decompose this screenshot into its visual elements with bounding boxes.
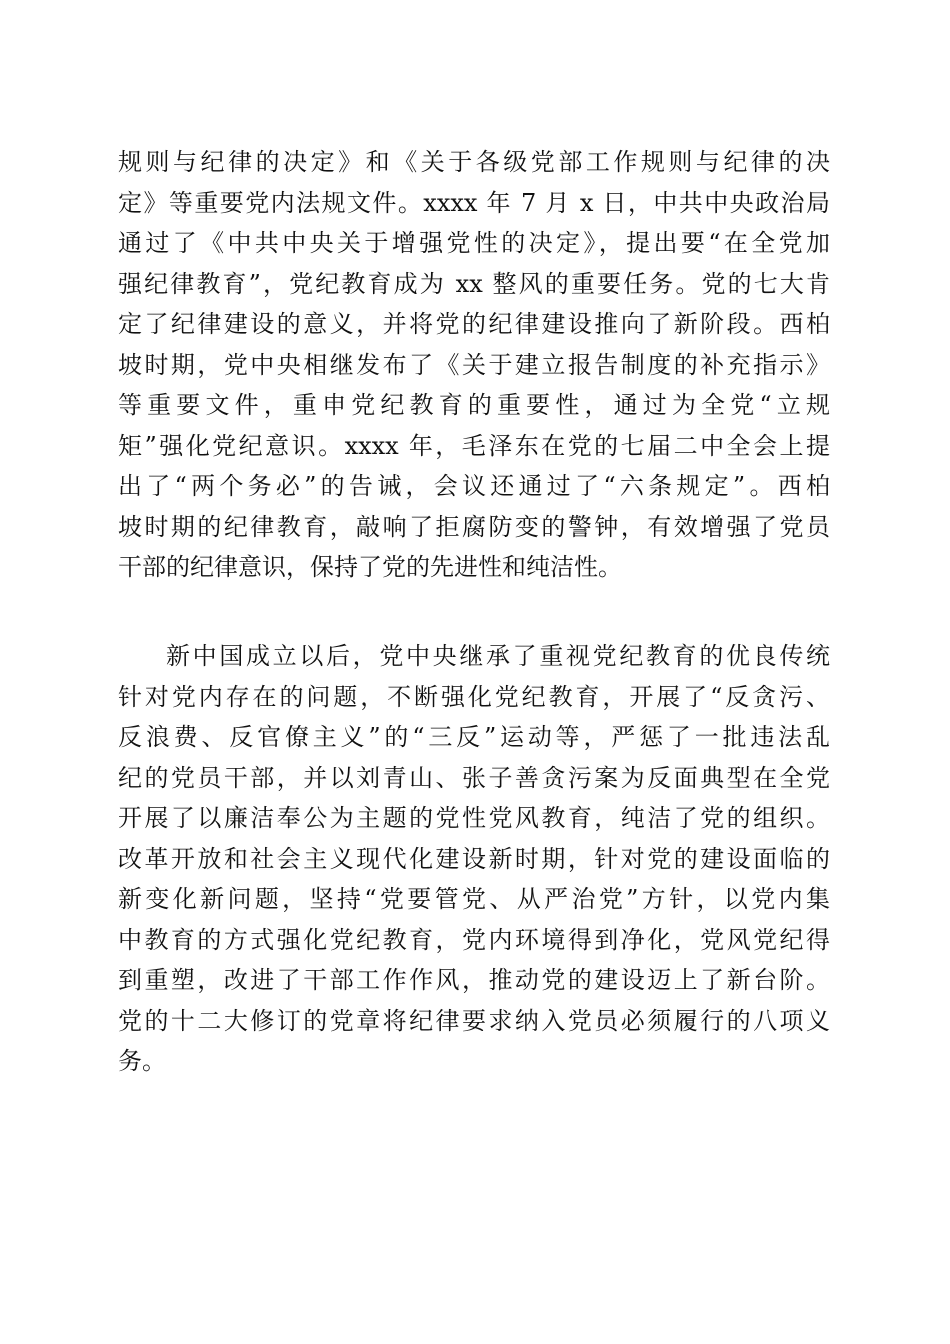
paragraph-line: 新变化新问题，坚持“党要管党、从严治党”方针，以党内集: [118, 885, 830, 913]
paragraph-line: 反浪费、反官僚主义”的“三反”运动等，严惩了一批违法乱: [118, 723, 830, 751]
paragraph-line: 中教育的方式强化党纪教育，党内环境得到净化，党风党纪得: [118, 925, 830, 954]
paragraph-line: 通过了《中共中央关于增强党性的决定》，提出要“在全党加: [118, 229, 830, 257]
paragraph-line: 开展了以廉洁奉公为主题的党性党风教育，纯洁了党的组织。: [118, 804, 830, 832]
paragraph-line: 坡时期的纪律教育，敲响了拒腐防变的警钟，有效增强了党员: [118, 512, 830, 541]
paragraph-line: 定了纪律建设的意义，并将党的纪律建设推向了新阶段。西柏: [118, 310, 830, 338]
paragraph-line: 党的十二大修订的党章将纪律要求纳入党员必须履行的八项义: [118, 1006, 830, 1035]
paragraph-line: 规则与纪律的决定》和《关于各级党部工作规则与纪律的决: [118, 148, 830, 176]
paragraph-line: 新中国成立以后，党中央继承了重视党纪教育的优良传统: [166, 642, 830, 670]
paragraph-line: 坡时期，党中央相继发布了《关于建立报告制度的补充指示》: [118, 350, 830, 379]
paragraph-line: 强纪律教育”，党纪教育成为 xx 整风的重要任务。党的七大肯: [118, 269, 830, 298]
paragraph-line: 干部的纪律意识，保持了党的先进性和纯洁性。: [118, 553, 622, 581]
paragraph-line: 出了“两个务必”的告诫，会议还通过了“六条规定”。西柏: [118, 472, 830, 500]
paragraph-line: 等重要文件，重申党纪教育的重要性，通过为全党“立规: [118, 391, 830, 419]
paragraph-line: 矩”强化党纪意识。xxxx 年，毛泽东在党的七届二中全会上提: [118, 431, 830, 460]
paragraph-2: [118, 636, 830, 1082]
paragraph-line: 务。: [118, 1047, 166, 1075]
paragraph-line: 定》等重要党内法规文件。xxxx 年 7 月 x 日，中共中央政治局: [118, 188, 830, 217]
paragraph-line: 纪的党员干部，并以刘青山、张子善贪污案为反面典型在全党: [118, 763, 830, 792]
paragraph-line: 针对党内存在的问题，不断强化党纪教育，开展了“反贪污、: [118, 682, 830, 711]
paragraph-line: 到重塑，改进了干部工作作风，推动党的建设迈上了新台阶。: [118, 966, 830, 994]
paragraph-line: 改革开放和社会主义现代化建设新时期，针对党的建设面临的: [118, 844, 830, 873]
paragraph-1: [118, 142, 830, 588]
